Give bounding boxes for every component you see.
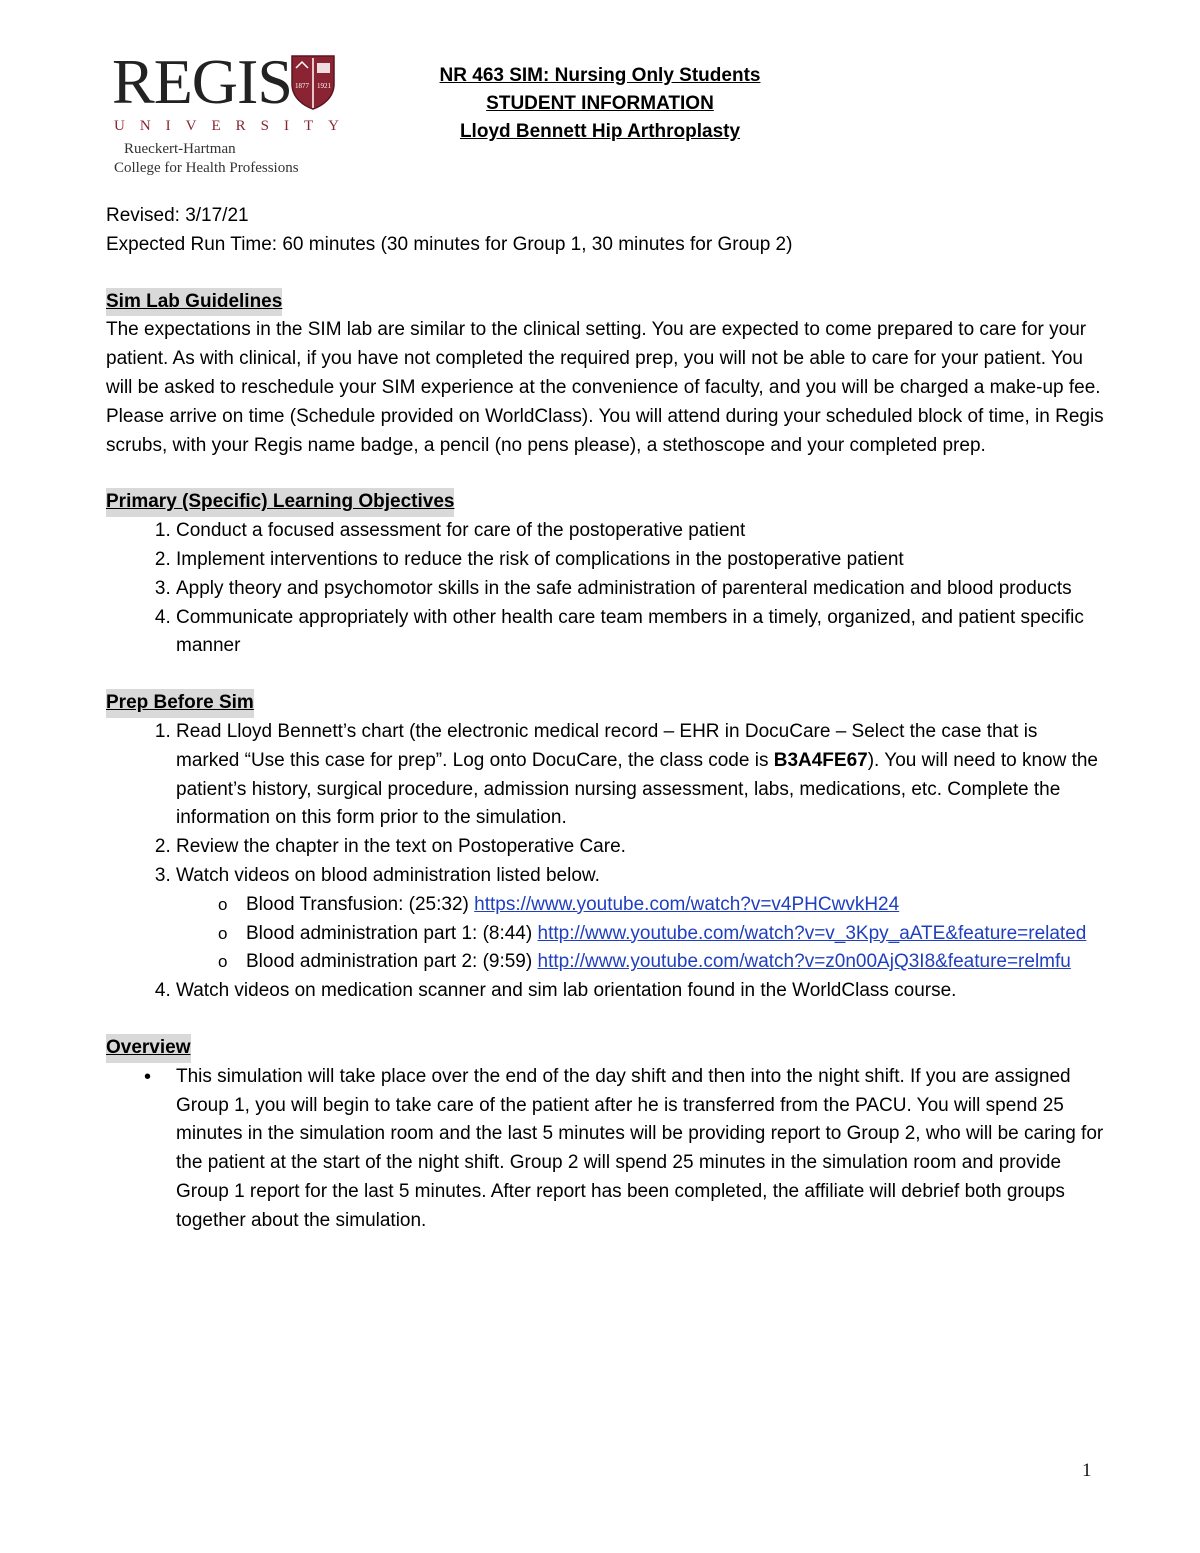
case-title: Lloyd Bennett Hip Arthroplasty — [459, 121, 741, 142]
document-body — [106, 202, 1106, 1236]
objectives-heading: Primary (Specific) Learning Objectives — [106, 488, 454, 517]
document-title: STUDENT INFORMATION — [486, 93, 714, 114]
revised-date: Revised: 3/17/21 — [106, 205, 249, 226]
shield-year-right: 1921 — [317, 82, 331, 90]
video-item: o Blood administration part 1: (8:44) http://www.youtube.com/watch?v=v_3Kpy_aATE&feature=related — [246, 920, 1106, 949]
prep-item-videos: 3. Watch videos on blood administration listed below. o Blood Transfusion: (25:32) https://www.youtube.com/watch?v=v4PHCwvkH24 o Blood administration part 1: (8:44) http://www.youtube.com/watch?v=v_3Kpy_aATE&feature=related o Blood administration part 2: (9:59) http://www.youtube.com/watch?v=z0n00AjQ3I8&feature=relmfu — [176, 862, 1106, 977]
guidelines-text: The expectations in the SIM lab are similar to the clinical setting. You are expected to come prepared to care for your patient. As with clinical, if you have not completed the required prep, you will not be able to care for your patient. You will be asked to reschedule your SIM experience at the convenience of faculty, and you will be charged a make-up fee. Please arrive on time (Schedule provided on WorldClass). You will attend during your scheduled block of time, in Regis scrubs, with your Regis name badge, a pencil (no pens please), a stethoscope and your completed prep. — [106, 319, 1104, 456]
shield-year-left: 1877 — [295, 82, 309, 90]
video-link[interactable]: http://www.youtube.com/watch?v=z0n00AjQ3I8&feature=relmfu — [537, 951, 1071, 973]
regis-logo — [104, 46, 354, 180]
prep-item-chapter: 2. Review the chapter in the text on Postoperative Care. — [176, 833, 1106, 862]
title-block — [400, 62, 800, 146]
objective-item: 3. Apply theory and psychomotor skills in the safe administration of parenteral medication and blood products — [176, 575, 1106, 604]
video-item: o Blood administration part 2: (9:59) http://www.youtube.com/watch?v=z0n00AjQ3I8&feature=relmfu — [246, 948, 1106, 977]
objective-item: 2. Implement interventions to reduce the risk of complications in the postoperative patient — [176, 546, 1106, 575]
overview-heading: Overview — [106, 1034, 191, 1063]
objective-item: 4. Communicate appropriately with other health care team members in a timely, organized, and patient specific manner — [176, 604, 1106, 662]
page-number: 1 — [1082, 1460, 1092, 1481]
logo-university: UNIVERSITY — [114, 118, 354, 134]
video-link[interactable]: http://www.youtube.com/watch?v=v_3Kpy_aATE&feature=related — [537, 922, 1087, 944]
video-item: o Blood Transfusion: (25:32) https://www.youtube.com/watch?v=v4PHCwvkH24 — [246, 891, 1106, 920]
video-list — [176, 891, 1106, 977]
overview-text: • This simulation will take place over the end of the day shift and then into the night shift. If you are assigned Group 1, you will begin to take care of the patient after he is transferred from the PACU. You will spend 25 minutes in the simulation room and the last 5 minutes will be providing report to Group 2, who will be caring for the patient at the start of the night shift. Group 2 will spend 25 minutes in the simulation room and provide Group 1 report for the last 5 minutes. After report has been completed, the affiliate will debrief both groups together about the simulation. — [176, 1063, 1106, 1236]
prep-item-orientation: 4. Watch videos on medication scanner and sim lab orientation found in the WorldClass course. — [176, 977, 1106, 1006]
video-link[interactable]: https://www.youtube.com/watch?v=v4PHCwvkH24 — [474, 893, 900, 915]
prep-item-chart: 1. Read Lloyd Bennett’s chart (the electronic medical record – EHR in DocuCare – Select the case that is marked “Use this case for prep”. Log onto DocuCare, the class code is B3A4FE67). You will need to know the patient’s history, surgical procedure, admission nursing assessment, labs, medications, etc. Complete the information on this form prior to the simulation. — [176, 718, 1106, 833]
logo-college-line1: Rueckert-Hartman — [124, 141, 236, 157]
expected-run-time: Expected Run Time: 60 minutes (30 minutes for Group 1, 30 minutes for Group 2) — [106, 233, 793, 255]
overview-list — [106, 1063, 1106, 1236]
shield-icon — [290, 54, 336, 110]
objective-item: 1. Conduct a focused assessment for care of the postoperative patient — [176, 517, 1106, 546]
course-title: NR 463 SIM: Nursing Only Students — [439, 65, 761, 86]
objectives-list — [106, 517, 1106, 661]
guidelines-heading: Sim Lab Guidelines — [106, 288, 282, 317]
class-code: B3A4FE67 — [773, 749, 868, 771]
logo-wordmark: REGIS — [112, 46, 292, 117]
prep-list — [106, 718, 1106, 1006]
logo-college-line2: College for Health Professions — [114, 160, 299, 176]
prep-heading: Prep Before Sim — [106, 689, 254, 718]
